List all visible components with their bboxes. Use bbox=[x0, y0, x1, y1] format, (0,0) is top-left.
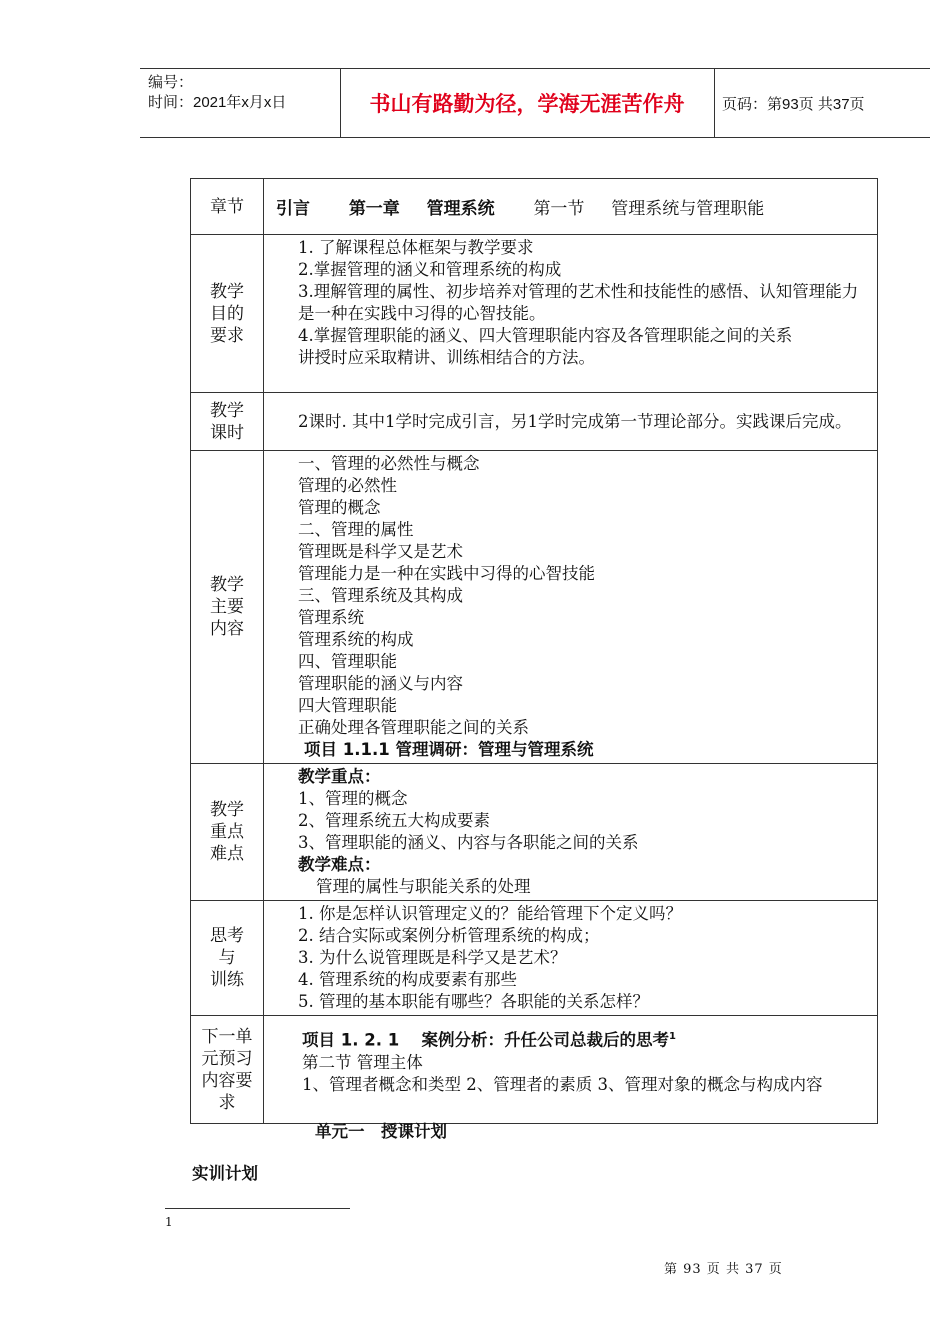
label-keypoints bbox=[191, 764, 264, 901]
label-line: 下一单 bbox=[201, 1026, 253, 1047]
content-line: 四、管理职能 bbox=[298, 652, 397, 671]
chapter-intro: 引言 bbox=[276, 199, 310, 219]
footnote-ref: 1 bbox=[668, 1031, 676, 1042]
content-line: 正确处理各管理职能之间的关系 bbox=[298, 718, 529, 737]
label-line: 重点 bbox=[210, 822, 244, 842]
row-hours bbox=[191, 393, 878, 451]
practice-content bbox=[264, 901, 878, 1016]
row-next bbox=[191, 1016, 878, 1124]
content-line: 管理系统 bbox=[298, 608, 364, 627]
content-line: 管理能力是一种在实践中习得的心智技能 bbox=[298, 564, 595, 583]
hard-title: 教学难点： bbox=[298, 855, 381, 874]
row-practice bbox=[191, 901, 878, 1016]
content-line: 一、管理的必然性与概念 bbox=[298, 454, 480, 473]
objective-line: 3.理解管理的属性、初步培养对管理的艺术性和技能性的感悟、认知管理能力是一种在实践中习得的心智技能。 bbox=[298, 282, 859, 323]
practice-line: 5. 管理的基本职能有哪些？各职能的关系怎样？ bbox=[298, 992, 649, 1011]
content-line: 三、管理系统及其构成 bbox=[298, 586, 463, 605]
label-chapter: 章节 bbox=[191, 179, 264, 235]
key-line: 3、管理职能的涵义、内容与各职能之间的关系 bbox=[298, 833, 639, 852]
chapter-number: 第一章 bbox=[348, 199, 400, 219]
next-project bbox=[264, 1026, 871, 1052]
label-line: 目的 bbox=[210, 303, 244, 324]
header-meta bbox=[140, 69, 341, 137]
row-content bbox=[191, 451, 878, 764]
practice-line: 1. 你是怎样认识管理定义的？能给管理下个定义吗？ bbox=[298, 904, 682, 923]
hours-text: 2课时. 其中1学时完成引言，另1学时完成第一节理论部分。实践课后完成。 bbox=[264, 393, 878, 451]
practice-line: 4. 管理系统的构成要素有那些 bbox=[298, 970, 517, 989]
label-practice bbox=[191, 901, 264, 1016]
header-page-info: 页码：第93页 共37页 bbox=[722, 95, 865, 113]
label-line: 课时 bbox=[210, 422, 244, 443]
content-line: 管理职能的涵义与内容 bbox=[298, 674, 463, 693]
chapter-value bbox=[264, 179, 878, 235]
row-objectives bbox=[191, 235, 878, 393]
keypoints-content bbox=[264, 764, 878, 901]
label-line: 教学 bbox=[210, 400, 244, 421]
key-line: 1、管理的概念 bbox=[298, 789, 408, 808]
objective-line: 1. 了解课程总体框架与教学要求 bbox=[298, 238, 534, 257]
content-project: 项目 1.1.1 管理调研：管理与管理系统 bbox=[304, 740, 594, 759]
hard-line: 管理的属性与职能关系的处理 bbox=[316, 877, 531, 896]
training-plan-heading: 实训计划 bbox=[192, 1164, 258, 1183]
number-label: 编号： bbox=[148, 74, 194, 91]
objective-line: 讲授时应采取精讲、训练相结合的方法。 bbox=[298, 348, 595, 367]
document-header bbox=[140, 68, 930, 138]
time-label: 时间：2021年x月x日 bbox=[148, 94, 287, 111]
row-chapter bbox=[191, 179, 878, 235]
objective-line: 4.掌握管理职能的涵义、四大管理职能内容及各管理职能之间的关系 bbox=[298, 326, 793, 345]
practice-line: 3. 为什么说管理既是科学又是艺术？ bbox=[298, 948, 567, 967]
key-title: 教学重点： bbox=[298, 767, 381, 786]
label-content bbox=[191, 451, 264, 764]
label-next bbox=[191, 1016, 264, 1124]
chapter-title: 管理系统 bbox=[426, 199, 495, 219]
practice-line: 2. 结合实际或案例分析管理系统的构成； bbox=[298, 926, 600, 945]
content-line: 管理的概念 bbox=[298, 498, 381, 517]
content-line: 管理既是科学又是艺术 bbox=[298, 542, 463, 561]
label-line: 教学 bbox=[210, 281, 244, 302]
label-line: 教学 bbox=[210, 575, 244, 595]
section-number: 第一节 bbox=[533, 199, 585, 219]
label-line: 思考 bbox=[210, 926, 244, 946]
footnote-mark: 1 bbox=[165, 1215, 173, 1229]
next-line: 第二节 管理主体 bbox=[302, 1052, 423, 1072]
key-line: 2、管理系统五大构成要素 bbox=[298, 811, 490, 830]
label-line: 内容要 bbox=[201, 1070, 253, 1091]
label-line: 要求 bbox=[210, 325, 244, 346]
next-project-text: 项目 1. 2. 1 案例分析：升任公司总裁后的思考 bbox=[302, 1030, 669, 1050]
label-line: 元预习 bbox=[201, 1048, 253, 1069]
next-line: 1、管理者概念和类型 2、管理者的素质 3、管理对象的概念与构成内容 bbox=[302, 1074, 823, 1094]
content-line: 管理系统的构成 bbox=[298, 630, 414, 649]
next-content bbox=[264, 1016, 878, 1124]
header-motto: 书山有路勤为径，学海无涯苦作舟 bbox=[340, 69, 715, 137]
section-title: 管理系统与管理职能 bbox=[611, 199, 765, 219]
row-keypoints bbox=[191, 764, 878, 901]
objective-line: 2.掌握管理的涵义和管理系统的构成 bbox=[298, 260, 562, 279]
label-line: 求 bbox=[218, 1092, 236, 1113]
content-line: 二、管理的属性 bbox=[298, 520, 414, 539]
label-line: 难点 bbox=[210, 844, 244, 864]
footnote-divider bbox=[165, 1208, 350, 1209]
content-line: 管理的必然性 bbox=[298, 476, 397, 495]
label-objectives bbox=[191, 235, 264, 393]
label-line: 训练 bbox=[210, 970, 244, 990]
lesson-plan-table bbox=[190, 178, 878, 1124]
label-hours bbox=[191, 393, 264, 451]
content-line: 四大管理职能 bbox=[298, 696, 397, 715]
label-line: 与 bbox=[218, 948, 236, 968]
page-footer: 第 93 页 共 37 页 bbox=[664, 1262, 783, 1277]
label-line: 主要 bbox=[210, 597, 244, 617]
label-line: 教学 bbox=[210, 800, 244, 820]
content-list bbox=[264, 451, 878, 764]
unit-title: 单元一 授课计划 bbox=[315, 1122, 447, 1141]
label-line: 内容 bbox=[210, 619, 244, 639]
objectives-content bbox=[264, 235, 878, 393]
